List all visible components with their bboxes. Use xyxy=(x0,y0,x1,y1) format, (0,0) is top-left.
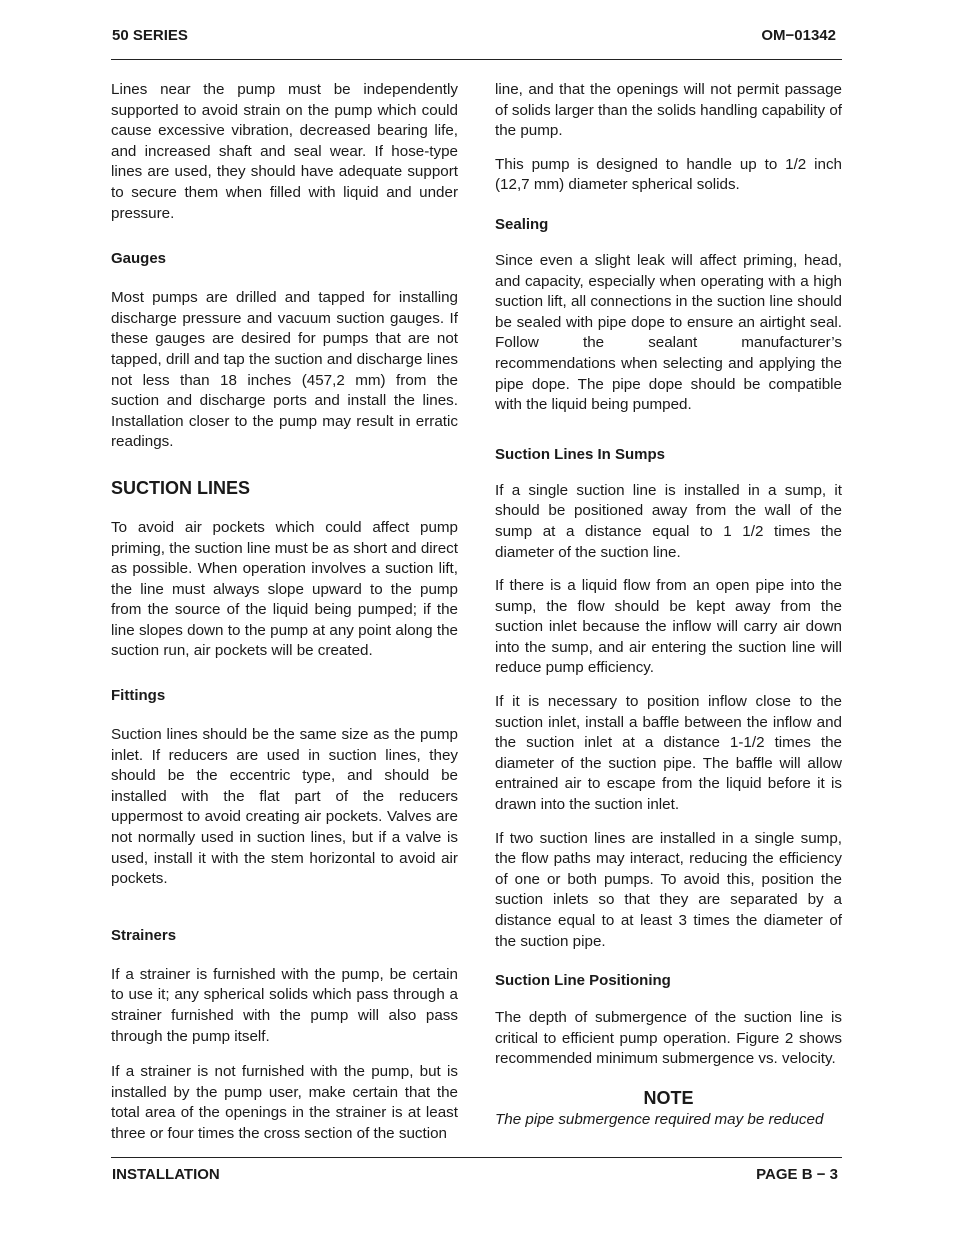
heading-sealing: Sealing xyxy=(495,215,549,233)
paragraph-solids-capacity: This pump is designed to handle up to 1/2 inch (12,7 mm) diameter spherical solids. xyxy=(495,155,842,194)
left-column xyxy=(111,80,458,1145)
paragraph-sumps-baffle: If it is necessary to position inflow close to the suction inlet, install a baffle between the inflow and the suction inlet at a distance 1-1/2 times the diameter of the suction pipe. The baffle will allow entrained air to escape from the liquid before it is drawn into the suction inlet. xyxy=(495,693,842,814)
paragraph-suction-lines: To avoid air pockets which could affect pump priming, the suction line must be as short and direct as possible. When operation involves a suction lift, the line must always slope upward to the pump from the source of the liquid being pumped; if the line slopes down to the pump at any point along the suction run, air pockets will be created. xyxy=(111,518,458,660)
footer-rule xyxy=(111,1157,842,1158)
paragraph-openings-continued: line, and that the openings will not permit passage of solids larger than the solids handling capability of the pump. xyxy=(495,81,842,140)
heading-suction-lines-in-sumps: Suction Lines In Sumps xyxy=(495,445,666,463)
heading-suction-lines: SUCTION LINES xyxy=(111,477,251,498)
paragraph-lines-support: Lines near the pump must be independently supported to avoid strain on the pump which could cause excessive vibration, decreased bearing life, and increased shaft and seal wear. If hose-type lines are used, they should have adequate support to secure them when filled with liquid and under pressure. xyxy=(111,81,458,222)
heading-gauges: Gauges xyxy=(111,250,167,268)
paragraph-sumps-inflow: If there is a liquid flow from an open pipe into the sump, the flow should be kept away from the suction inlet because the inflow will carry air down into the sump, and air entering the suction line will reduce pump efficiency. xyxy=(495,577,842,677)
note-heading: NOTE xyxy=(643,1087,694,1108)
paragraph-sumps-single-line: If a single suction line is installed in a sump, it should be positioned away from the wall of the sump at a distance equal to 1 1/2 times the diameter of the suction line. xyxy=(495,481,842,561)
heading-strainers: Strainers xyxy=(111,926,177,944)
paragraph-sealing: Since even a slight leak will affect priming, head, and capacity, especially when operating with a high suction lift, all connections in the suction line should be sealed with pipe dope to ensure an airtight seal. Follow the sealant manufacturer’s recommendations when selecting and applying the pipe dope. The pipe dope should be compatible with the liquid being pumped. xyxy=(495,251,842,414)
header-series: 50 SERIES xyxy=(112,27,188,44)
header-doc-number: OM−01342 xyxy=(761,27,836,44)
paragraph-fittings: Suction lines should be the same size as the pump inlet. If reducers are used in suction lines, they should be the eccentric type, and should be installed with the flat part of the reducers uppermost to avoid creating air pockets. Valves are not normally used in suction lines, but if a valve is used, install it with the stem horizontal to avoid air pockets. xyxy=(111,726,458,888)
paragraph-strainers-2: If a strainer is not furnished with the pump, but is installed by the pump user, make certain that the total area of the openings in the strainer is at least three or four times the cross section of the suction xyxy=(111,1063,458,1142)
footer-section: INSTALLATION xyxy=(112,1166,220,1183)
paragraph-positioning: The depth of submergence of the suction line is critical to efficient pump operation. Figure 2 shows recommended minimum submergence vs. velocity. xyxy=(495,1009,842,1068)
paragraph-strainers-1: If a strainer is furnished with the pump, be certain to use it; any spherical solids which pass through a strainer furnished with the pump will also pass through the pump itself. xyxy=(111,965,458,1045)
heading-suction-line-positioning: Suction Line Positioning xyxy=(495,972,671,990)
heading-fittings: Fittings xyxy=(111,687,166,705)
header-rule xyxy=(111,59,842,60)
paragraph-gauges: Most pumps are drilled and tapped for installing discharge pressure and vacuum suction gauges. If these gauges are desired for pumps that are not tapped, drill and tap the suction and discharge lines not less than 18 inches (457,2 mm) from the suction and discharge ports and install the lines. Installation closer to the pump may result in erratic readings. xyxy=(111,289,458,451)
note-text: The pipe submergence required may be reduced xyxy=(495,1110,824,1128)
paragraph-sumps-two-lines: If two suction lines are installed in a single sump, the flow paths may interact, reducing the efficiency of one or both pumps. To avoid this, position the suction inlets so that they are separated by a distance equal to at least 3 times the diameter of the suction pipe. xyxy=(495,829,842,950)
right-column xyxy=(495,80,842,1131)
footer-page-number: PAGE B − 3 xyxy=(756,1166,838,1183)
